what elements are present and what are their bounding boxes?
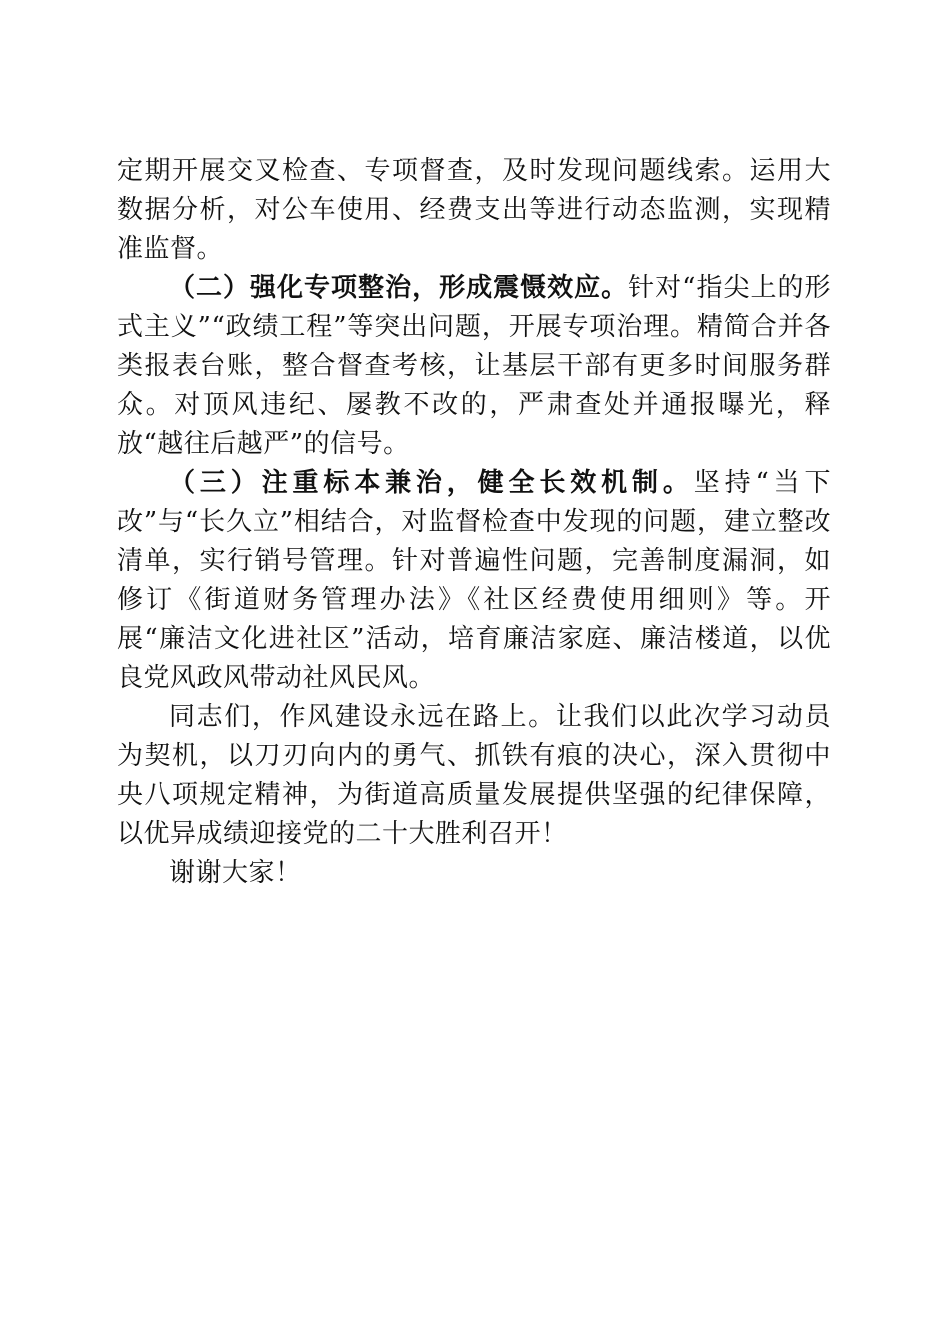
section-heading-three: （三）注重标本兼治，健全长效机制。 <box>169 468 694 498</box>
paragraph-thanks <box>117 854 831 893</box>
paragraph-continuation <box>117 152 831 269</box>
section-heading-two: （二）强化专项整治，形成震慑效应。 <box>169 273 629 303</box>
paragraph-text: 针对“指尖上的形式主义”“政绩工程”等突出问题，开展专项治理。精简合并各类报表台账，整合督查考核，让基层干部有更多时间服务群众。对顶风违纪、屡教不改的，严肃查处并通报曝光，释放“越往后越严”的信号。 <box>117 273 831 459</box>
paragraph-section-three <box>117 464 831 698</box>
paragraph-text: 坚持“当下改”与“长久立”相结合，对监督检查中发现的问题，建立整改清单，实行销号管理。针对普遍性问题，完善制度漏洞，如修订《街道财务管理办法》《社区经费使用细则》等。开展“廉洁文化进社区”活动，培育廉洁家庭、廉洁楼道，以优良党风政风带动社风民风。 <box>117 468 831 693</box>
paragraph-text: 谢谢大家！ <box>169 858 302 888</box>
paragraph-closing-remarks <box>117 698 831 854</box>
paragraph-text: 定期开展交叉检查、专项督查，及时发现问题线索。运用大数据分析，对公车使用、经费支出等进行动态监测，实现精准监督。 <box>117 156 831 264</box>
paragraph-text: 同志们，作风建设永远在路上。让我们以此次学习动员为契机，以刀刃向内的勇气、抓铁有痕的决心，深入贯彻中央八项规定精神，为街道高质量发展提供坚强的纪律保障，以优异成绩迎接党的二十大胜利召开！ <box>117 702 831 849</box>
paragraph-section-two <box>117 269 831 464</box>
document-body <box>117 152 831 893</box>
